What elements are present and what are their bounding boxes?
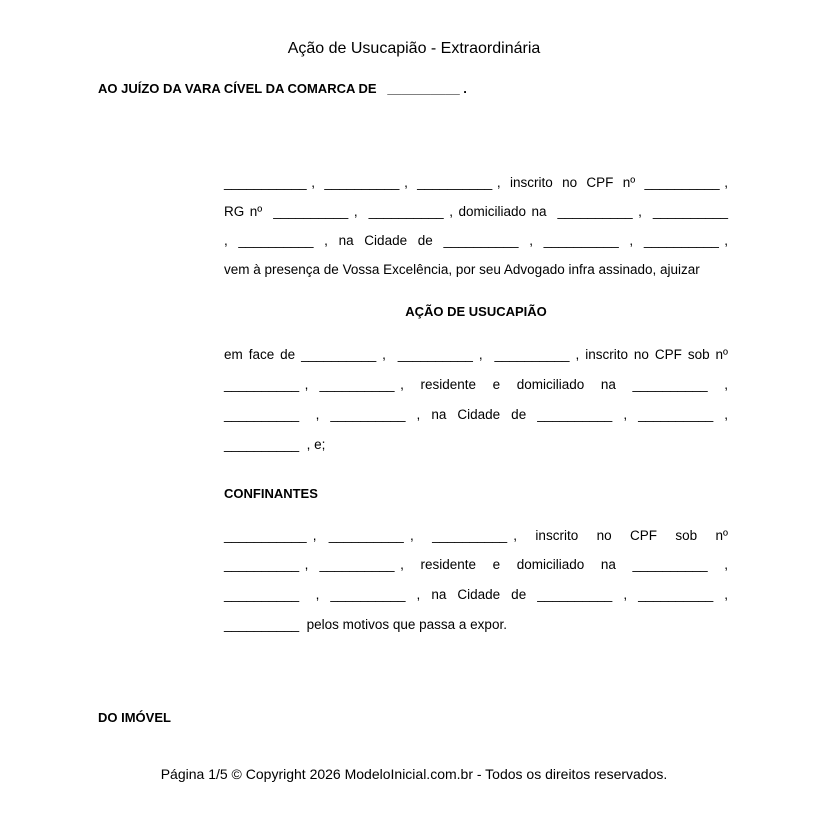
paragraph-line: RG nº __________ , __________ , domiciliado na __________ , __________: [224, 204, 728, 219]
paragraph-line: ___________ , __________ , __________ , inscrito no CPF sob nº: [224, 528, 728, 543]
action-heading: AÇÃO DE USUCAPIÃO: [405, 304, 547, 319]
paragraph-line: em face de __________ , __________ , __________ , inscrito no CPF sob nº: [224, 347, 728, 362]
paragraph-line: __________ , __________ , na Cidade de __________ , __________ ,: [224, 407, 728, 422]
paragraph-line: __________ , e;: [224, 437, 326, 452]
document-title: Ação de Usucapião - Extraordinária: [287, 40, 541, 57]
property-heading: DO IMÓVEL: [98, 710, 171, 725]
paragraph-line: ___________ , __________ , __________ , inscrito no CPF nº __________ ,: [224, 175, 728, 190]
paragraph-line: vem à presença de Vossa Excelência, por seu Advogado infra assinado, ajuizar: [224, 262, 700, 277]
page-footer: Página 1/5 © Copyright 2026 ModeloInicial.com.br - Todos os direitos reservados.: [160, 766, 668, 782]
paragraph-line: __________ , __________ , residente e domiciliado na __________ ,: [224, 557, 728, 572]
paragraph-line: __________ pelos motivos que passa a expor.: [224, 617, 507, 632]
paragraph-line: , __________ , na Cidade de __________ , __________ , __________ ,: [224, 233, 728, 248]
court-address-line: AO JUÍZO DA VARA CÍVEL DA COMARCA DE __________ .: [98, 81, 467, 96]
paragraph-line: __________ , __________ , na Cidade de __________ , __________ ,: [224, 587, 728, 602]
confinantes-heading: CONFINANTES: [224, 486, 318, 501]
paragraph-line: __________ , __________ , residente e domiciliado na __________ ,: [224, 377, 728, 392]
